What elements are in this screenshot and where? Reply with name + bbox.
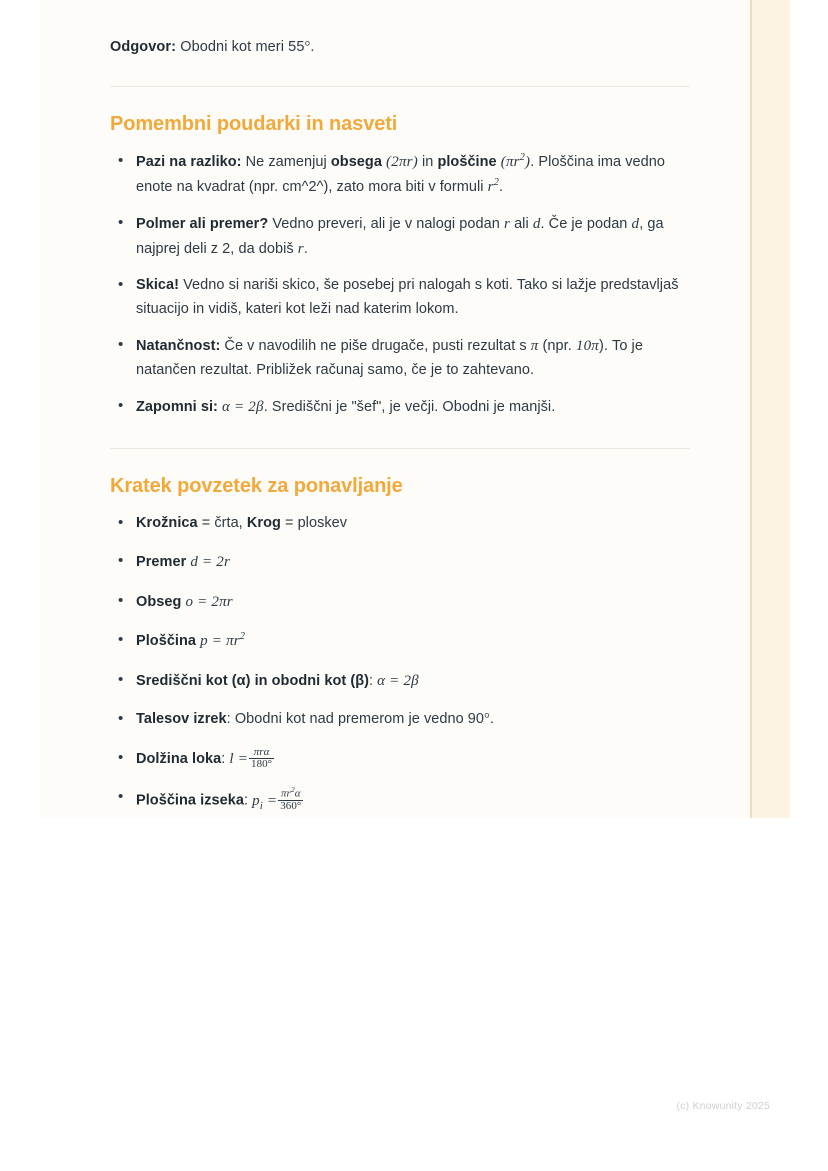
formula-area-open bbox=[501, 154, 530, 170]
formula-sector-fraction bbox=[278, 786, 303, 813]
term-thales: Talesov izrek bbox=[136, 711, 227, 728]
bullet-text: . bbox=[499, 178, 504, 195]
bullet-text: in bbox=[417, 154, 438, 171]
formula-alpha-2beta: α = 2β bbox=[377, 672, 419, 689]
page-accent-strip bbox=[750, 0, 790, 818]
fraction-numerator-base: πr bbox=[280, 787, 291, 800]
divider-middle bbox=[110, 448, 690, 449]
degree-symbol: ° bbox=[484, 711, 490, 728]
bullet-text: . Če je podan bbox=[540, 216, 632, 233]
fraction-denominator: 180° bbox=[251, 758, 273, 771]
list-item bbox=[110, 212, 690, 261]
formula-arc-length-lhs: l = bbox=[229, 750, 249, 767]
section-title-summary: Kratek povzetek za ponavljanje bbox=[110, 474, 403, 497]
footer-copyright: (c) Knowunity 2025 bbox=[676, 1100, 770, 1112]
formula-circumference-full: o = 2πr bbox=[185, 593, 233, 610]
fraction-numerator-tail: α bbox=[294, 787, 301, 800]
bullet-emphasis: obsega bbox=[330, 154, 382, 171]
bullet-text: Vedno preveri, ali je v nalogi podan bbox=[268, 216, 504, 233]
answer-degree-symbol: ° bbox=[304, 39, 311, 55]
list-item bbox=[110, 629, 690, 653]
note-content bbox=[110, 36, 690, 830]
formula-area-exponent: 2 bbox=[519, 152, 526, 164]
bullet-text: ali bbox=[509, 216, 533, 233]
bullet-text: : bbox=[243, 792, 253, 809]
formula-diameter: d = 2r bbox=[190, 554, 231, 571]
term-angles: Središčni kot (α) in obodni kot (β) bbox=[136, 672, 369, 689]
formula-area-full-exponent: 2 bbox=[239, 631, 246, 643]
bullet-text: (npr. bbox=[538, 338, 576, 355]
list-item bbox=[110, 786, 690, 815]
list-item bbox=[110, 669, 690, 693]
bullet-text: . bbox=[489, 711, 494, 728]
bullet-emphasis: ploščine bbox=[437, 154, 497, 171]
fraction-denominator: 360° bbox=[280, 800, 302, 813]
list-item bbox=[110, 512, 690, 535]
formula-sector-lhs bbox=[252, 792, 278, 812]
term-arc-length: Dolžina loka bbox=[136, 750, 222, 767]
bullet-text: Ne zamenjuj bbox=[241, 154, 331, 171]
bullet-text: ). To je natančen rezultat. Približek računaj samo, če je to zahtevano. bbox=[136, 338, 643, 378]
formula-area-close: ) bbox=[525, 154, 531, 171]
list-item bbox=[110, 550, 690, 574]
bullet-lead: Skica! bbox=[136, 277, 180, 294]
list-item bbox=[110, 747, 690, 771]
formula-sector-subscript: i bbox=[259, 800, 263, 812]
bullet-text: : bbox=[221, 750, 230, 767]
bullet-text: . Ploščina ima vedno enote na kvadrat (npr. cm^2^), zato mora biti v formuli bbox=[136, 154, 666, 195]
answer-period: . bbox=[310, 39, 315, 55]
fraction-numerator bbox=[278, 786, 303, 800]
divider-top bbox=[110, 86, 690, 87]
formula-area-full bbox=[200, 633, 245, 649]
term-obseg: Obseg bbox=[136, 593, 182, 610]
answer-label: Odgovor: bbox=[110, 39, 177, 55]
note-page-card bbox=[40, 0, 790, 818]
formula-area-full-base: p = πr bbox=[200, 633, 240, 650]
term-ploscina: Ploščina bbox=[136, 633, 197, 650]
formula-sector-p: p bbox=[252, 792, 260, 809]
formula-area-base: (πr bbox=[500, 154, 520, 171]
list-item bbox=[110, 395, 690, 419]
bullet-text: Če v navodilih ne piše drugače, pusti rezultat s bbox=[220, 338, 531, 355]
bullet-text: Vedno si nariši skico, še posebej pri nalogah s koti. Tako si lažje predstavljaš situacijo in vidiš, kateri kot leži nad katerim lokom. bbox=[136, 277, 679, 317]
variable-d: d bbox=[631, 216, 640, 233]
list-item bbox=[110, 274, 690, 321]
bullet-text: . bbox=[303, 240, 308, 257]
list-item bbox=[110, 708, 690, 731]
term-premer: Premer bbox=[136, 554, 187, 571]
bullet-text: : Obodni kot nad premerom je vedno 90 bbox=[226, 711, 485, 728]
formula-ten-pi: 10π bbox=[575, 338, 600, 355]
term-krog: Krog bbox=[246, 514, 281, 531]
formula-r: r bbox=[487, 178, 494, 195]
bullet-text: = črta, bbox=[197, 514, 247, 531]
term-kroznica: Krožnica bbox=[136, 514, 198, 531]
symbol-pi: π bbox=[530, 338, 539, 355]
fraction-numerator-exponent: 2 bbox=[290, 785, 295, 795]
bullet-text: , ga najprej deli z 2, da dobiš bbox=[136, 216, 664, 257]
variable-r: r bbox=[297, 240, 304, 257]
variable-r: r bbox=[503, 216, 510, 233]
formula-sector-equals: = bbox=[266, 792, 278, 809]
term-sector-area: Ploščina izseka bbox=[136, 792, 244, 809]
list-item bbox=[110, 590, 690, 614]
variable-d: d bbox=[532, 216, 541, 233]
answer-text: Obodni kot meri 55 bbox=[180, 39, 305, 55]
fraction-numerator: πrα bbox=[253, 745, 270, 758]
bullet-lead: Zapomni si: bbox=[136, 399, 218, 416]
bullet-lead: Pazi na razliko: bbox=[136, 154, 242, 171]
formula-r-exponent: 2 bbox=[493, 176, 499, 188]
list-item bbox=[110, 334, 690, 382]
section-title-tips: Pomembni poudarki in nasveti bbox=[110, 113, 398, 136]
formula-circumference: (2πr) bbox=[386, 154, 418, 171]
bullet-lead: Polmer ali premer? bbox=[136, 216, 269, 233]
formula-arc-length-fraction bbox=[249, 747, 274, 771]
summary-list bbox=[110, 512, 690, 815]
bullet-text: : bbox=[368, 672, 378, 689]
answer-line bbox=[110, 36, 690, 58]
bullet-lead: Natančnost: bbox=[136, 338, 221, 355]
page-accent-rule bbox=[750, 0, 752, 818]
tips-list bbox=[110, 150, 690, 419]
list-item bbox=[110, 150, 690, 199]
formula-alpha-2beta: α = 2β bbox=[222, 399, 264, 416]
bullet-text: = ploskev bbox=[280, 514, 348, 531]
formula-r-squared bbox=[487, 176, 499, 195]
bullet-text: . Središčni je "šef", je večji. Obodni je manjši. bbox=[263, 399, 556, 416]
